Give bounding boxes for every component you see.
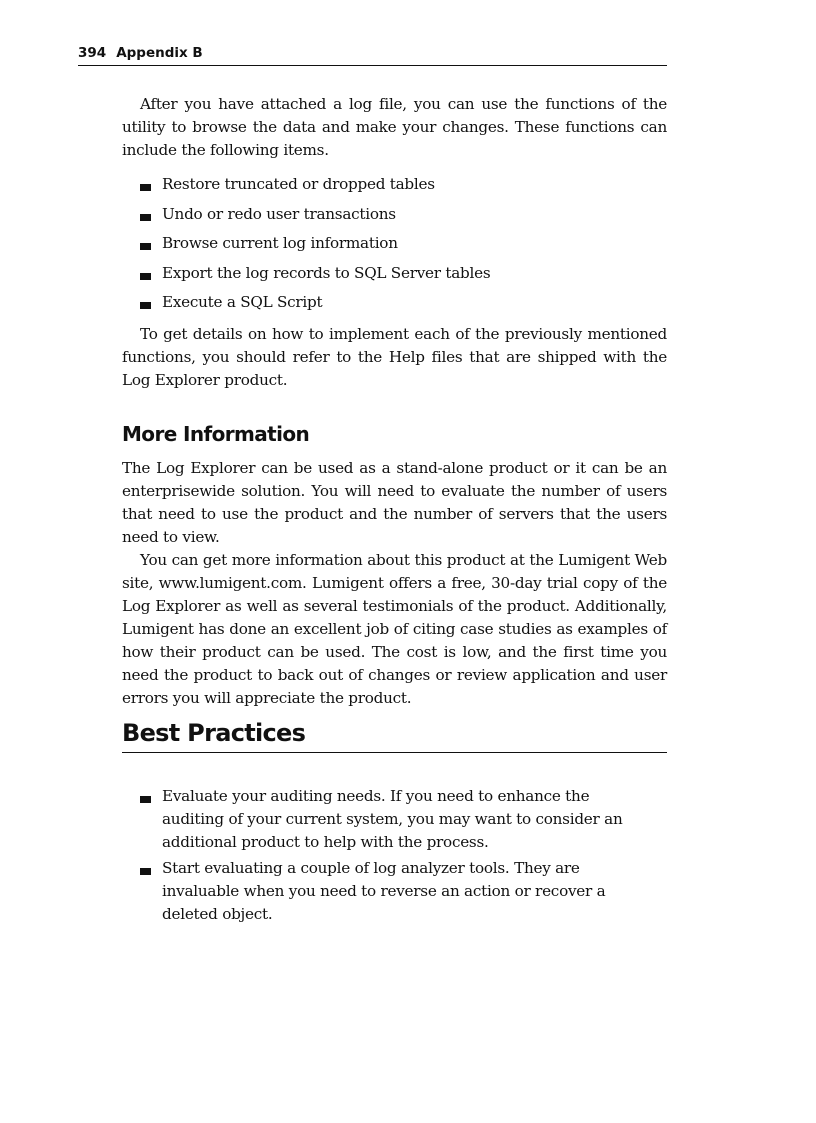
running-head-section: Appendix B: [116, 45, 203, 61]
list-item: [122, 232, 667, 255]
bullet-icon: [140, 243, 151, 250]
list-item: [122, 785, 647, 854]
list-item-text: Restore truncated or dropped tables: [162, 175, 435, 193]
intro-section: [122, 93, 667, 392]
running-head: [78, 44, 667, 66]
bullet-icon: [140, 796, 151, 803]
list-item-text: Execute a SQL Script: [162, 293, 323, 311]
more-information-section: [122, 457, 667, 710]
best-practices-section: [122, 785, 647, 926]
list-item: [122, 262, 667, 285]
function-list: [122, 173, 667, 314]
body-paragraph: The Log Explorer can be used as a stand-alone product or it can be an enterprisewide solution. You will need to evaluate the number of users that need to use the product and the number of servers that the users need to view.: [122, 459, 667, 546]
body-paragraph: You can get more information about this product at the Lumigent Web site, www.lumigent.com. Lumigent offers a free, 30-day trial copy of the Log Explorer as well as several testimonials of the product. Additionally, Lumigent has done an excellent job of citing case studies as examples of how their product can be used. The cost is low, and the first time you need the product to back out of changes or review application and user errors you will appreciate the product.: [122, 551, 667, 707]
bullet-icon: [140, 214, 151, 221]
section-heading-best-practices: Best Practices: [122, 718, 667, 753]
list-item-text: Browse current log information: [162, 234, 398, 252]
bullet-icon: [140, 868, 151, 875]
list-item: [122, 291, 667, 314]
list-item-text: Export the log records to SQL Server tables: [162, 263, 491, 282]
list-item-text: Start evaluating a couple of log analyzer tools. They are invaluable when you need to reverse an action or recover a deleted object.: [162, 859, 606, 923]
list-item: [122, 857, 647, 926]
list-item: [122, 203, 667, 226]
section-heading-more-information: More Information: [122, 422, 310, 446]
list-item-text: Undo or redo user transactions: [162, 204, 396, 223]
bullet-icon: [140, 184, 151, 191]
bullet-icon: [140, 302, 151, 309]
bullet-icon: [140, 273, 151, 280]
followup-paragraph: To get details on how to implement each of the previously mentioned functions, you should refer to the Help files that are shipped with the Log Explorer product.: [122, 325, 667, 389]
best-practices-list: [122, 785, 647, 926]
list-item-text: Evaluate your auditing needs. If you need to enhance the auditing of your current system, you may want to consider an additional product to help with the process.: [162, 787, 623, 851]
intro-paragraph: After you have attached a log file, you can use the functions of the utility to browse the data and make your changes. These functions can include the following items.: [122, 95, 667, 159]
page-number: 394: [78, 45, 107, 61]
list-item: [122, 173, 667, 196]
